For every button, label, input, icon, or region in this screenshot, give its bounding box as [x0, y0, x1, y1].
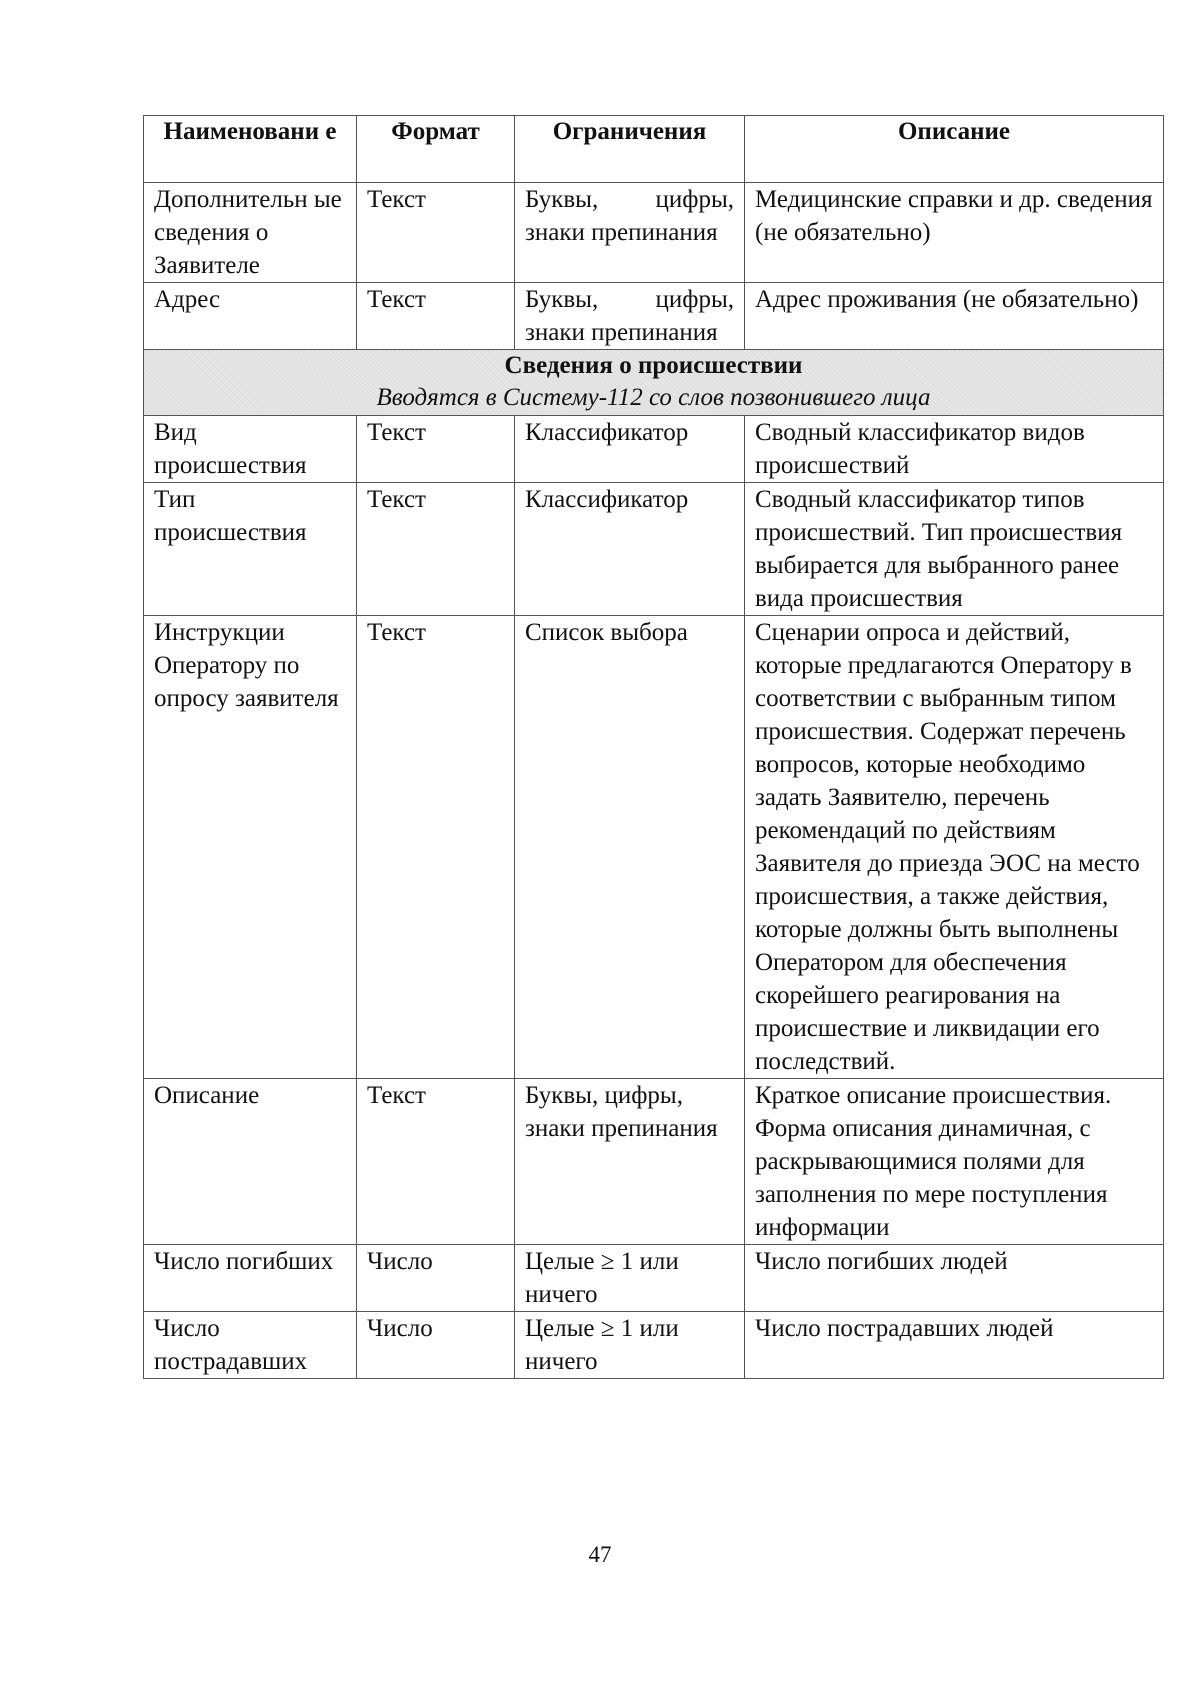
header-format: Формат — [357, 116, 515, 183]
cell-name: Тип происшествия — [144, 483, 357, 616]
table-row — [144, 1079, 1164, 1245]
cell-description: Сценарии опроса и действий, которые предлагаются Оператору в соответствии с выбранным типом происшествия. Содержат перечень вопросов, которые необходимо задать Заявителю, перечень рекомендаций по действиям Заявителя до приезда ЭОС на место происшествия, а также действия, которые должны быть выполнены Оператором для обеспечения скорейшего реагирования на происшествие и ликвидации его последствий. — [745, 616, 1164, 1079]
cell-limits: Буквы, цифры, знаки препинания — [515, 1079, 745, 1245]
header-name: Наименовани е — [144, 116, 357, 183]
cell-limits: Целые ≥ 1 или ничего — [515, 1312, 745, 1379]
header-description: Описание — [745, 116, 1164, 183]
cell-description: Сводный классификатор типов происшествий. Тип происшествия выбирается для выбранного ранее вида происшествия — [745, 483, 1164, 616]
cell-format: Текст — [357, 616, 515, 1079]
cell-limits: Буквы, цифры, знаки препинания — [515, 183, 745, 283]
cell-name: Число пострадавших — [144, 1312, 357, 1379]
table-row — [144, 616, 1164, 1079]
cell-format: Число — [357, 1245, 515, 1312]
cell-description: Адрес проживания (не обязательно) — [745, 283, 1164, 350]
table-row — [144, 1245, 1164, 1312]
cell-description: Медицинские справки и др. сведения (не обязательно) — [745, 183, 1164, 283]
header-limits: Ограничения — [515, 116, 745, 183]
cell-format: Текст — [357, 183, 515, 283]
cell-limits: Список выбора — [515, 616, 745, 1079]
cell-format: Текст — [357, 416, 515, 483]
cell-limits: Классификатор — [515, 416, 745, 483]
cell-name: Описание — [144, 1079, 357, 1245]
cell-format: Текст — [357, 283, 515, 350]
cell-format: Число — [357, 1312, 515, 1379]
cell-name: Инструкции Оператору по опросу заявителя — [144, 616, 357, 1079]
section-cell — [144, 350, 1164, 416]
cell-name: Вид происшествия — [144, 416, 357, 483]
cell-name: Адрес — [144, 283, 357, 350]
cell-description: Краткое описание происшествия. Форма описания динамичная, с раскрывающимися полями для заполнения по мере поступления информации — [745, 1079, 1164, 1245]
table-row — [144, 1312, 1164, 1379]
cell-format: Текст — [357, 483, 515, 616]
section-row — [144, 350, 1164, 416]
cell-limits: Классификатор — [515, 483, 745, 616]
section-subtitle: Вводятся в Систему-112 со слов позвонившего лица — [376, 384, 931, 411]
section-title: Сведения о происшествии — [504, 352, 803, 379]
table-row — [144, 283, 1164, 350]
cell-limits: Буквы, цифры, знаки препинания — [515, 283, 745, 350]
cell-limits: Целые ≥ 1 или ничего — [515, 1245, 745, 1312]
table-row — [144, 416, 1164, 483]
cell-format: Текст — [357, 1079, 515, 1245]
table-header-row — [144, 116, 1164, 183]
cell-description: Число погибших людей — [745, 1245, 1164, 1312]
table-row — [144, 483, 1164, 616]
cell-description: Сводный классификатор видов происшествий — [745, 416, 1164, 483]
cell-name: Дополнительн ые сведения о Заявителе — [144, 183, 357, 283]
cell-name: Число погибших — [144, 1245, 357, 1312]
table-row — [144, 183, 1164, 283]
fields-table — [143, 115, 1164, 1379]
page-number: 47 — [588, 1542, 612, 1567]
cell-description: Число пострадавших людей — [745, 1312, 1164, 1379]
